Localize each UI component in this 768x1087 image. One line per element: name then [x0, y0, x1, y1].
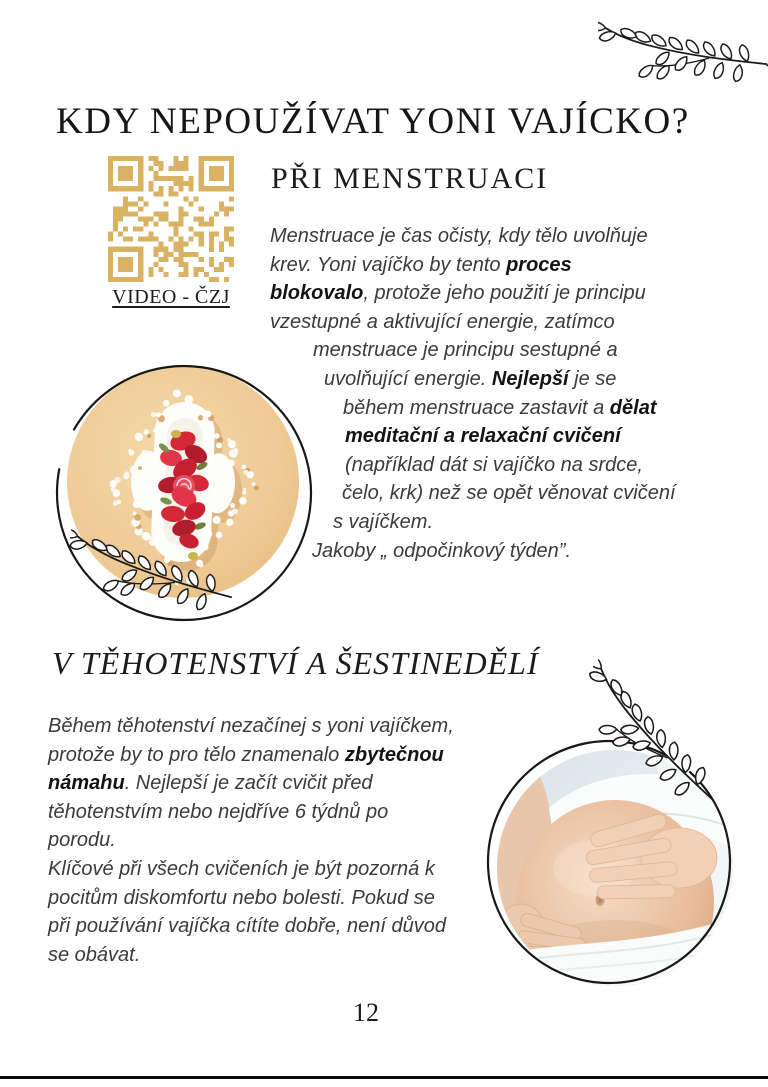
text-line: během menstruace zastavit a dělat — [343, 396, 657, 419]
text-line: uvolňující energie. Nejlepší je se — [324, 367, 617, 390]
text-line: krev. Yoni vajíčko by tento proces — [270, 253, 572, 276]
qr-code — [108, 156, 234, 282]
text-line: Během těhotenství nezačínej s yoni vajíčkem, — [48, 715, 454, 737]
section-heading-menstruation: PŘI MENSTRUACI — [271, 162, 549, 195]
branch-icon — [598, 8, 768, 104]
text-line: Jakoby „ odpočinkový týden”. — [312, 539, 572, 562]
text-line: námahu. Nejlepší je začít cvičit před — [48, 772, 373, 795]
text-line: meditační a relaxační cvičení — [345, 425, 621, 448]
paragraph-menstruation — [270, 222, 748, 565]
text-line: čelo, krk) než se opět věnovat cvičení — [342, 482, 676, 505]
video-czj-link[interactable]: VIDEO - ČZJ — [112, 286, 230, 308]
text-line: při používání vajíčka cítíte dobře, není důvod — [48, 915, 447, 938]
section-heading-pregnancy: V TĚHOTENSTVÍ A ŠESTINEDĚLÍ — [52, 645, 539, 681]
page-title: KDY NEPOUŽÍVAT YONI VAJÍCKO? — [56, 101, 690, 142]
text-line: Klíčové při všech cvičeních je být pozorná k — [48, 857, 435, 880]
text-line: se obávat. — [48, 943, 141, 966]
bottom-rule — [0, 1076, 768, 1079]
text-line: (například dát si vajíčko na srdce, — [345, 453, 643, 476]
text-line: vzestupné a aktivující energie, zatímco — [270, 310, 615, 333]
text-line: těhotenstvím nebo nejdříve 6 týdnů po — [48, 800, 389, 823]
text-line: blokovalo, protože jeho použití je principu — [270, 282, 646, 305]
text-line: porodu. — [48, 829, 116, 852]
text-line: Menstruace je čas očisty, kdy tělo uvolňuje — [270, 225, 648, 247]
paragraph-pregnancy — [48, 712, 526, 969]
text-line: menstruace je principu sestupné a — [313, 339, 618, 362]
text-line: protože by to pro tělo znamenalo zbytečnou — [48, 743, 444, 766]
text-line: s vajíčkem. — [333, 510, 434, 533]
page-number: 12 — [353, 998, 379, 1027]
text-line: pocitům diskomfortu nebo bolesti. Pokud se — [48, 886, 435, 909]
